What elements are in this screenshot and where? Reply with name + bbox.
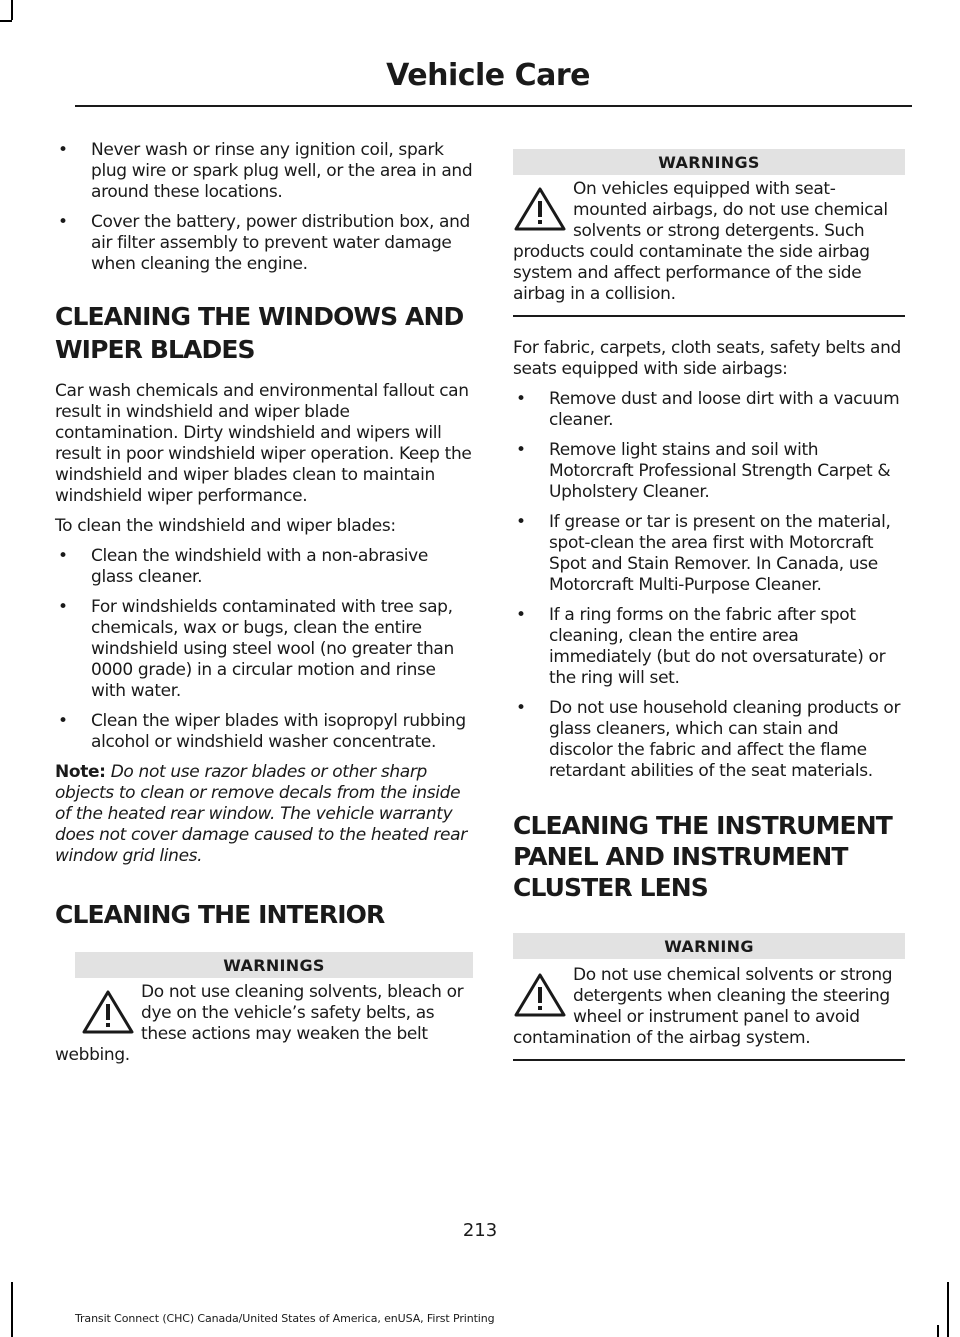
right-column xyxy=(513,149,905,1061)
list-item: • Clean the windshield with a non-abrasive glass cleaner. xyxy=(55,546,473,588)
section-heading-instrument-panel: CLEANING THE INSTRUMENT PANEL AND INSTRUMENT CLUSTER LENS xyxy=(513,811,892,902)
list-item: • Remove dust and loose dirt with a vacuum cleaner. xyxy=(513,389,905,431)
engine-bullet-list xyxy=(55,140,473,275)
warning-triangle-icon xyxy=(513,971,567,1019)
warning-triangle-icon xyxy=(81,988,135,1036)
crop-mark xyxy=(11,0,13,20)
left-column xyxy=(55,140,473,1066)
windows-bullet-list xyxy=(55,546,473,753)
warning-body xyxy=(513,959,905,1059)
warning-title: WARNING xyxy=(513,933,905,959)
header-rule xyxy=(75,105,912,107)
page-header-title: Vehicle Care xyxy=(386,58,590,93)
fabric-intro: For fabric, carpets, cloth seats, safety belts and seats equipped with side airbags: xyxy=(513,338,901,379)
list-item: • If grease or tar is present on the material, spot-clean the area first with Motorcraft Spot and Stain Remover. In Canada, use Motorcraft Multi-Purpose Cleaner. xyxy=(513,512,905,596)
warning-text: Do not use cleaning solvents, bleach or dye on the vehicle’s safety belts, as these actions may weaken the belt webbing. xyxy=(55,982,464,1065)
list-item: • If a ring forms on the fabric after spot cleaning, clean the entire area immediately (but do not oversaturate) or the ring will set. xyxy=(513,605,905,689)
page-number: 213 xyxy=(462,1220,498,1241)
panel-warning-box xyxy=(513,933,905,1061)
footer-text: Transit Connect (CHC) Canada/United States of America, enUSA, First Printing xyxy=(75,1312,495,1325)
warning-text: Do not use chemical solvents or strong detergents when cleaning the steering wheel or instrument panel to avoid contamination of the airbag system. xyxy=(513,965,893,1048)
crop-mark xyxy=(0,20,12,22)
interior-warning-box xyxy=(55,952,473,1066)
list-item: • Do not use household cleaning products or glass cleaners, which can stain and discolor the fabric and affect the flame retardant abilities of the seat materials. xyxy=(513,698,905,782)
warning-text: On vehicles equipped with seat-mounted airbags, do not use chemical solvents or strong detergents. Such products could contaminate the side airbag system and affect performance of the side airbag in a collision. xyxy=(513,179,888,304)
list-item: • Cover the battery, power distribution box, and air filter assembly to prevent water damage when cleaning the engine. xyxy=(55,212,473,275)
list-item: • Never wash or rinse any ignition coil, spark plug wire or spark plug well, or the area in and around these locations. xyxy=(55,140,473,203)
warning-body xyxy=(513,175,905,315)
note-paragraph xyxy=(55,762,473,867)
airbag-warning-box xyxy=(513,149,905,317)
warning-triangle-icon xyxy=(513,185,567,233)
warning-title: WARNINGS xyxy=(513,149,905,175)
fabric-bullet-list xyxy=(513,389,905,782)
note-label: Note: xyxy=(55,762,106,782)
note-text: Do not use razor blades or other sharp objects to clean or remove decals from the inside of the heated rear window. The vehicle warranty does not cover damage caused to the heated rear window grid lines. xyxy=(55,762,467,866)
list-item: • Remove light stains and soil with Motorcraft Professional Strength Carpet & Upholstery Cleaner. xyxy=(513,440,905,503)
list-item: • For windshields contaminated with tree sap, chemicals, wax or bugs, clean the entire windshield using steel wool (no greater than 0000 grade) in a circular motion and rinse with water. xyxy=(55,597,473,702)
section-heading-windows: CLEANING THE WINDOWS AND WIPER BLADES xyxy=(55,302,464,364)
warning-rule xyxy=(513,1059,905,1061)
crop-mark xyxy=(937,1325,939,1337)
crop-mark xyxy=(947,1282,949,1337)
warning-title: WARNINGS xyxy=(75,952,473,978)
list-item: • Clean the wiper blades with isopropyl rubbing alcohol or windshield washer concentrate. xyxy=(55,711,473,753)
windows-paragraph: Car wash chemicals and environmental fallout can result in windshield and wiper blade contamination. Dirty windshield and wipers will result in poor windshield wiper operation. Keep the windshield and wiper blades clean to maintain windshield wiper performance. xyxy=(55,381,472,506)
warning-rule xyxy=(513,315,905,317)
crop-mark xyxy=(11,1282,13,1337)
section-heading-interior: CLEANING THE INTERIOR xyxy=(55,900,385,929)
windows-intro: To clean the windshield and wiper blades: xyxy=(55,516,396,536)
warning-body xyxy=(55,978,473,1066)
